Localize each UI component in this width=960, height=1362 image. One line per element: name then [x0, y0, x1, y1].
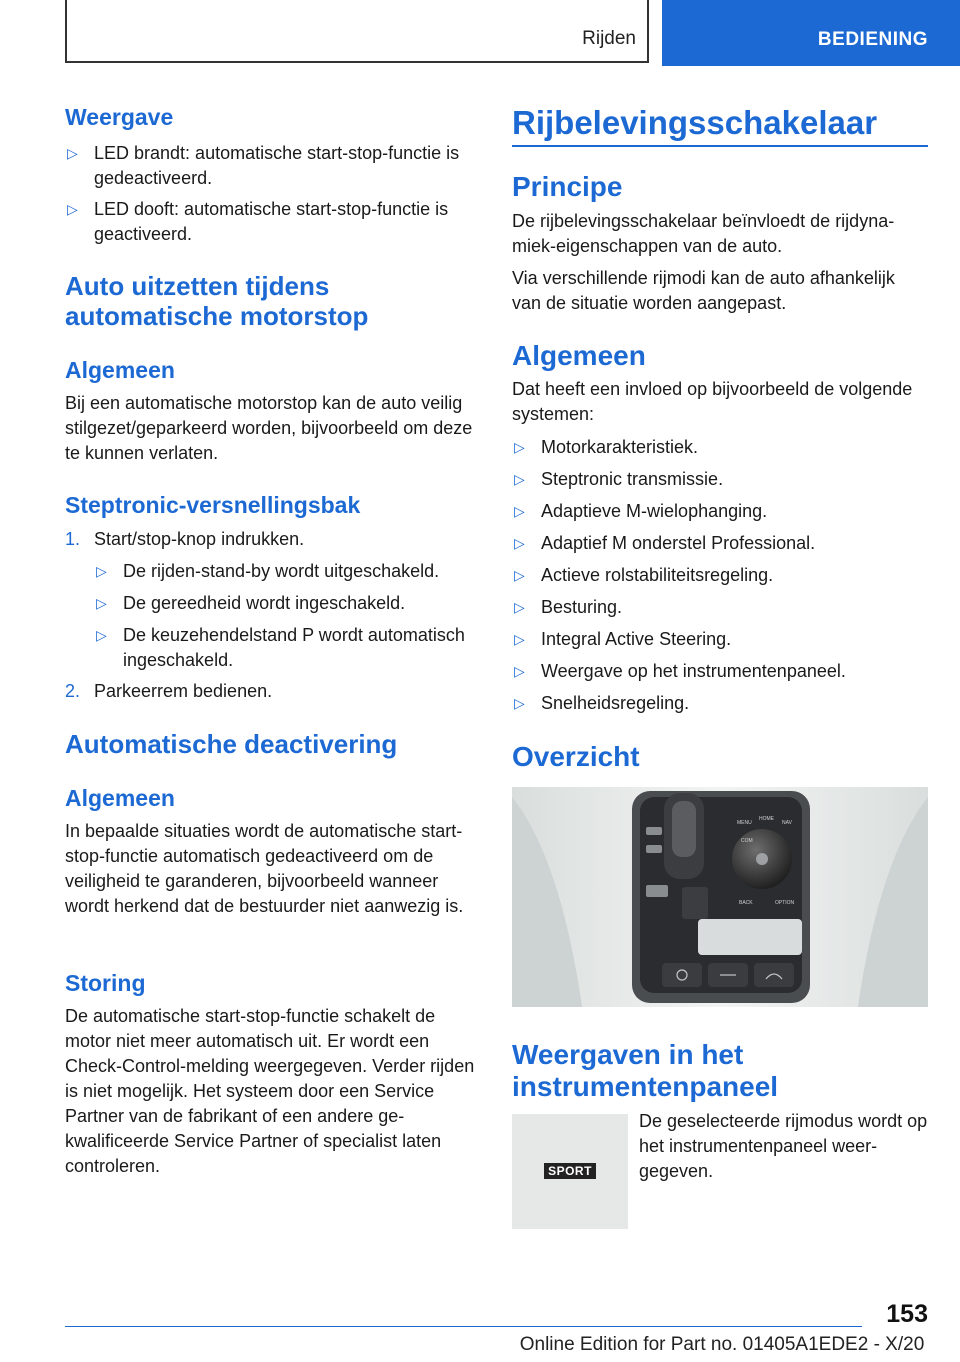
- algemeen-heading: Algemeen: [512, 340, 646, 371]
- footer-rule: [65, 1326, 862, 1327]
- list-item: ▷ De gereedheid wordt ingeschakeld.: [94, 591, 509, 616]
- list-item: ▷ Snelheidsregeling.: [512, 691, 957, 716]
- photo-label: COM: [741, 838, 753, 844]
- list-item: ▷ Weergave op het instrumentenpaneel.: [512, 659, 957, 684]
- weergave-heading: Weergave: [65, 104, 174, 130]
- photo-label: OPTION: [775, 900, 795, 906]
- algemeen-paragraph: In bepaalde situaties wordt de automatische start-stop-functie automatisch gedeactiveerd om de veiligheid te garanderen, bijvoorbeeld wanneer wordt herkend dat de bestuurder niet aanwezig is.: [65, 821, 464, 916]
- list-item: ▷ De keuzehendelstand P wordt automatisch ingeschakeld.: [96, 625, 465, 670]
- chapter-label: Rijden: [582, 28, 636, 49]
- numbered-step: 2. Parkeerrem bedienen.: [65, 681, 273, 701]
- steptronic-heading: Steptronic-versnellingsbak: [65, 492, 361, 518]
- photo-label: NAV: [782, 820, 792, 826]
- list-item: ▷ Steptronic transmissie.: [512, 467, 957, 492]
- overzicht-heading: Overzicht: [512, 741, 640, 772]
- triangle-right-icon: ▷: [514, 439, 525, 455]
- list-item: ▷ LED dooft: automatische start-stop-functie is geactiveerd.: [67, 199, 449, 244]
- photo-label: HOME: [759, 816, 774, 822]
- principe-paragraph: Via verschillende rijmodi kan de auto afhankelijk van de situatie worden aangepast.: [512, 268, 895, 313]
- principe-heading: Principe: [512, 171, 623, 202]
- list-item: ▷ Motorkarakteristiek.: [512, 435, 957, 460]
- weergaven-paragraph: De geselecteerde rijmodus wordt op het instrumentenpaneel weergegeven.: [639, 1111, 928, 1181]
- triangle-right-icon: ▷: [514, 695, 525, 711]
- numbered-step: 1. Start/stop-knop indrukken.: [65, 529, 305, 549]
- triangle-right-icon: ▷: [514, 663, 525, 679]
- storing-paragraph: De automatische start-stop-functie schakelt de motor niet meer automatisch uit. Er wordt een Check-Control-melding weergegeven. Verder rijden is niet mogelijk. Het systeem door een Service Partner van de fabrikant of een andere gekwalificeerde Service Partner of specialist laten controleren.: [65, 1006, 475, 1176]
- algemeen-heading: Algemeen: [65, 357, 175, 383]
- principe-paragraph: De rijbelevingsschakelaar beïnvloedt de rijdynamiek-eigenschappen van de auto.: [512, 211, 895, 256]
- triangle-right-icon: ▷: [514, 567, 525, 583]
- list-item: ▷ Integral Active Steering.: [512, 627, 957, 652]
- center-console-photo: [512, 787, 928, 1007]
- triangle-right-icon: ▷: [514, 599, 525, 615]
- list-item: ▷ LED brandt: automatische start-stop-functie is gedeactiveerd.: [67, 143, 460, 188]
- list-item: ▷ Adaptieve M-wielophanging.: [512, 499, 957, 524]
- triangle-right-icon: ▷: [514, 631, 525, 647]
- triangle-right-icon: ▷: [96, 627, 107, 643]
- list-item: ▷ De rijden-stand-by wordt uitgeschakeld.: [94, 559, 509, 584]
- sport-mode-badge: SPORT: [544, 1163, 596, 1179]
- algemeen-paragraph: Dat heeft een invloed op bijvoorbeeld de volgende systemen:: [512, 379, 913, 424]
- triangle-right-icon: ▷: [514, 503, 525, 519]
- photo-label: BACK: [739, 900, 753, 906]
- list-item: ▷ Besturing.: [512, 595, 957, 620]
- triangle-right-icon: ▷: [96, 563, 107, 579]
- footer-edition: Online Edition for Part no. 01405A1EDE2 - X/20: [519, 1334, 925, 1355]
- photo-label: MENU: [737, 820, 752, 826]
- center-console-illustration: [512, 787, 928, 1007]
- page-number: 153: [886, 1300, 928, 1328]
- uitzetten-heading: Auto uitzetten tijdens automatische motorstop: [65, 271, 369, 331]
- list-item: ▷ Actieve rolstabiliteitsregeling.: [512, 563, 957, 588]
- triangle-right-icon: ▷: [514, 535, 525, 551]
- triangle-right-icon: ▷: [514, 471, 525, 487]
- algemeen-paragraph: Bij een automatische motorstop kan de auto veilig stilgezet/geparkeerd worden, bijvoorbeeld om deze te kunnen verlaten.: [65, 393, 473, 463]
- storing-heading: Storing: [65, 970, 146, 996]
- page-title: Rijbelevingsschakelaar: [512, 104, 878, 141]
- triangle-right-icon: ▷: [96, 595, 107, 611]
- title-rule: [512, 145, 928, 147]
- weergaven-heading: Weergaven in het instrumentenpaneel: [512, 1039, 779, 1102]
- triangle-right-icon: ▷: [67, 201, 78, 217]
- triangle-right-icon: ▷: [67, 145, 78, 161]
- algemeen-heading: Algemeen: [65, 785, 175, 811]
- list-item: ▷ Adaptief M onderstel Professional.: [512, 531, 957, 556]
- section-tab-label: BEDIENING: [817, 29, 928, 50]
- deactivering-heading: Automatische deactivering: [65, 729, 398, 759]
